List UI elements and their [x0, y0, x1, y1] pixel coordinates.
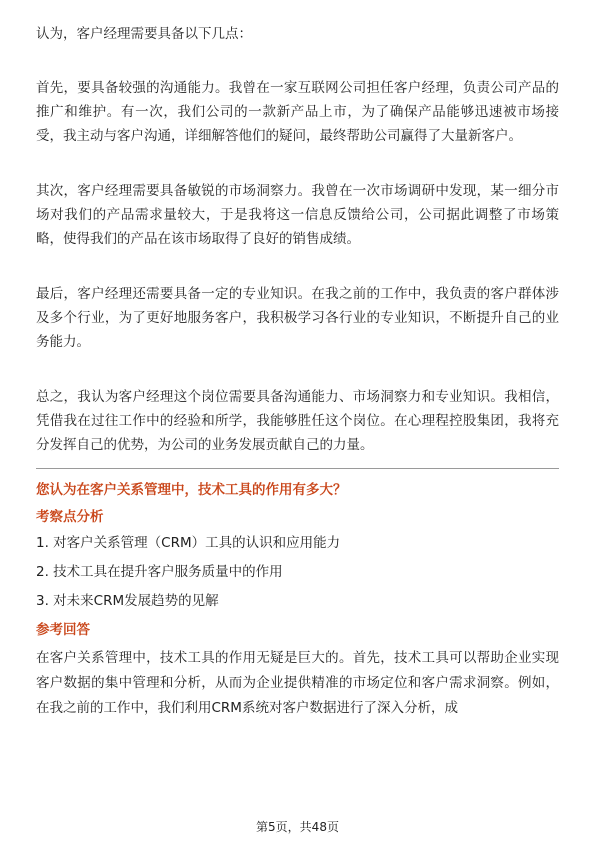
page-content	[36, 22, 559, 721]
paragraph-expertise: 最后，客户经理还需要具备一定的专业知识。在我之前的工作中，我负责的客户群体涉及多个行业，为了更好地服务客户，我积极学习各行业的专业知识，不断提升自己的业务能力。	[36, 286, 559, 350]
analysis-point: 2. 技术工具在提升客户服务质量中的作用	[36, 564, 283, 580]
paragraph-market-insight: 其次，客户经理需要具备敏锐的市场洞察力。我曾在一次市场调研中发现，某一细分市场对我们的产品需求量较大，于是我将这一信息反馈给公司，公司据此调整了市场策略，使得我们的产品在该市场取得了良好的销售成绩。	[36, 183, 559, 247]
reference-heading: 参考回答	[36, 622, 90, 638]
analysis-heading: 考察点分析	[36, 509, 104, 525]
analysis-point: 1. 对客户关系管理（CRM）工具的认识和应用能力	[36, 535, 341, 551]
paragraph-conclusion: 总之，我认为客户经理这个岗位需要具备沟通能力、市场洞察力和专业知识。我相信，凭借我在过往工作中的经验和所学，我能够胜任这个岗位。在心理程控股集团，我将充分发挥自己的优势，为公司的业务发展贡献自己的力量。	[36, 389, 559, 453]
question-heading: 您认为在客户关系管理中，技术工具的作用有多大？	[36, 482, 347, 498]
intro-line: 认为，客户经理需要具备以下几点：	[36, 26, 252, 42]
section-divider	[36, 468, 559, 469]
analysis-points	[36, 533, 559, 612]
page-number-footer: 第5页，共48页	[256, 820, 339, 834]
analysis-point: 3. 对未来CRM发展趋势的见解	[36, 593, 219, 609]
paragraph-communication: 首先，要具备较强的沟通能力。我曾在一家互联网公司担任客户经理，负责公司产品的推广和维护。有一次，我们公司的一款新产品上市，为了确保产品能够迅速被市场接受，我主动与客户沟通，详细解答他们的疑问，最终帮助公司赢得了大量新客户。	[36, 80, 559, 144]
reference-answer: 在客户关系管理中，技术工具的作用无疑是巨大的。首先，技术工具可以帮助企业实现客户数据的集中管理和分析，从而为企业提供精准的市场定位和客户需求洞察。例如，在我之前的工作中，我们利用CRM系统对客户数据进行了深入分析，成	[36, 650, 559, 716]
